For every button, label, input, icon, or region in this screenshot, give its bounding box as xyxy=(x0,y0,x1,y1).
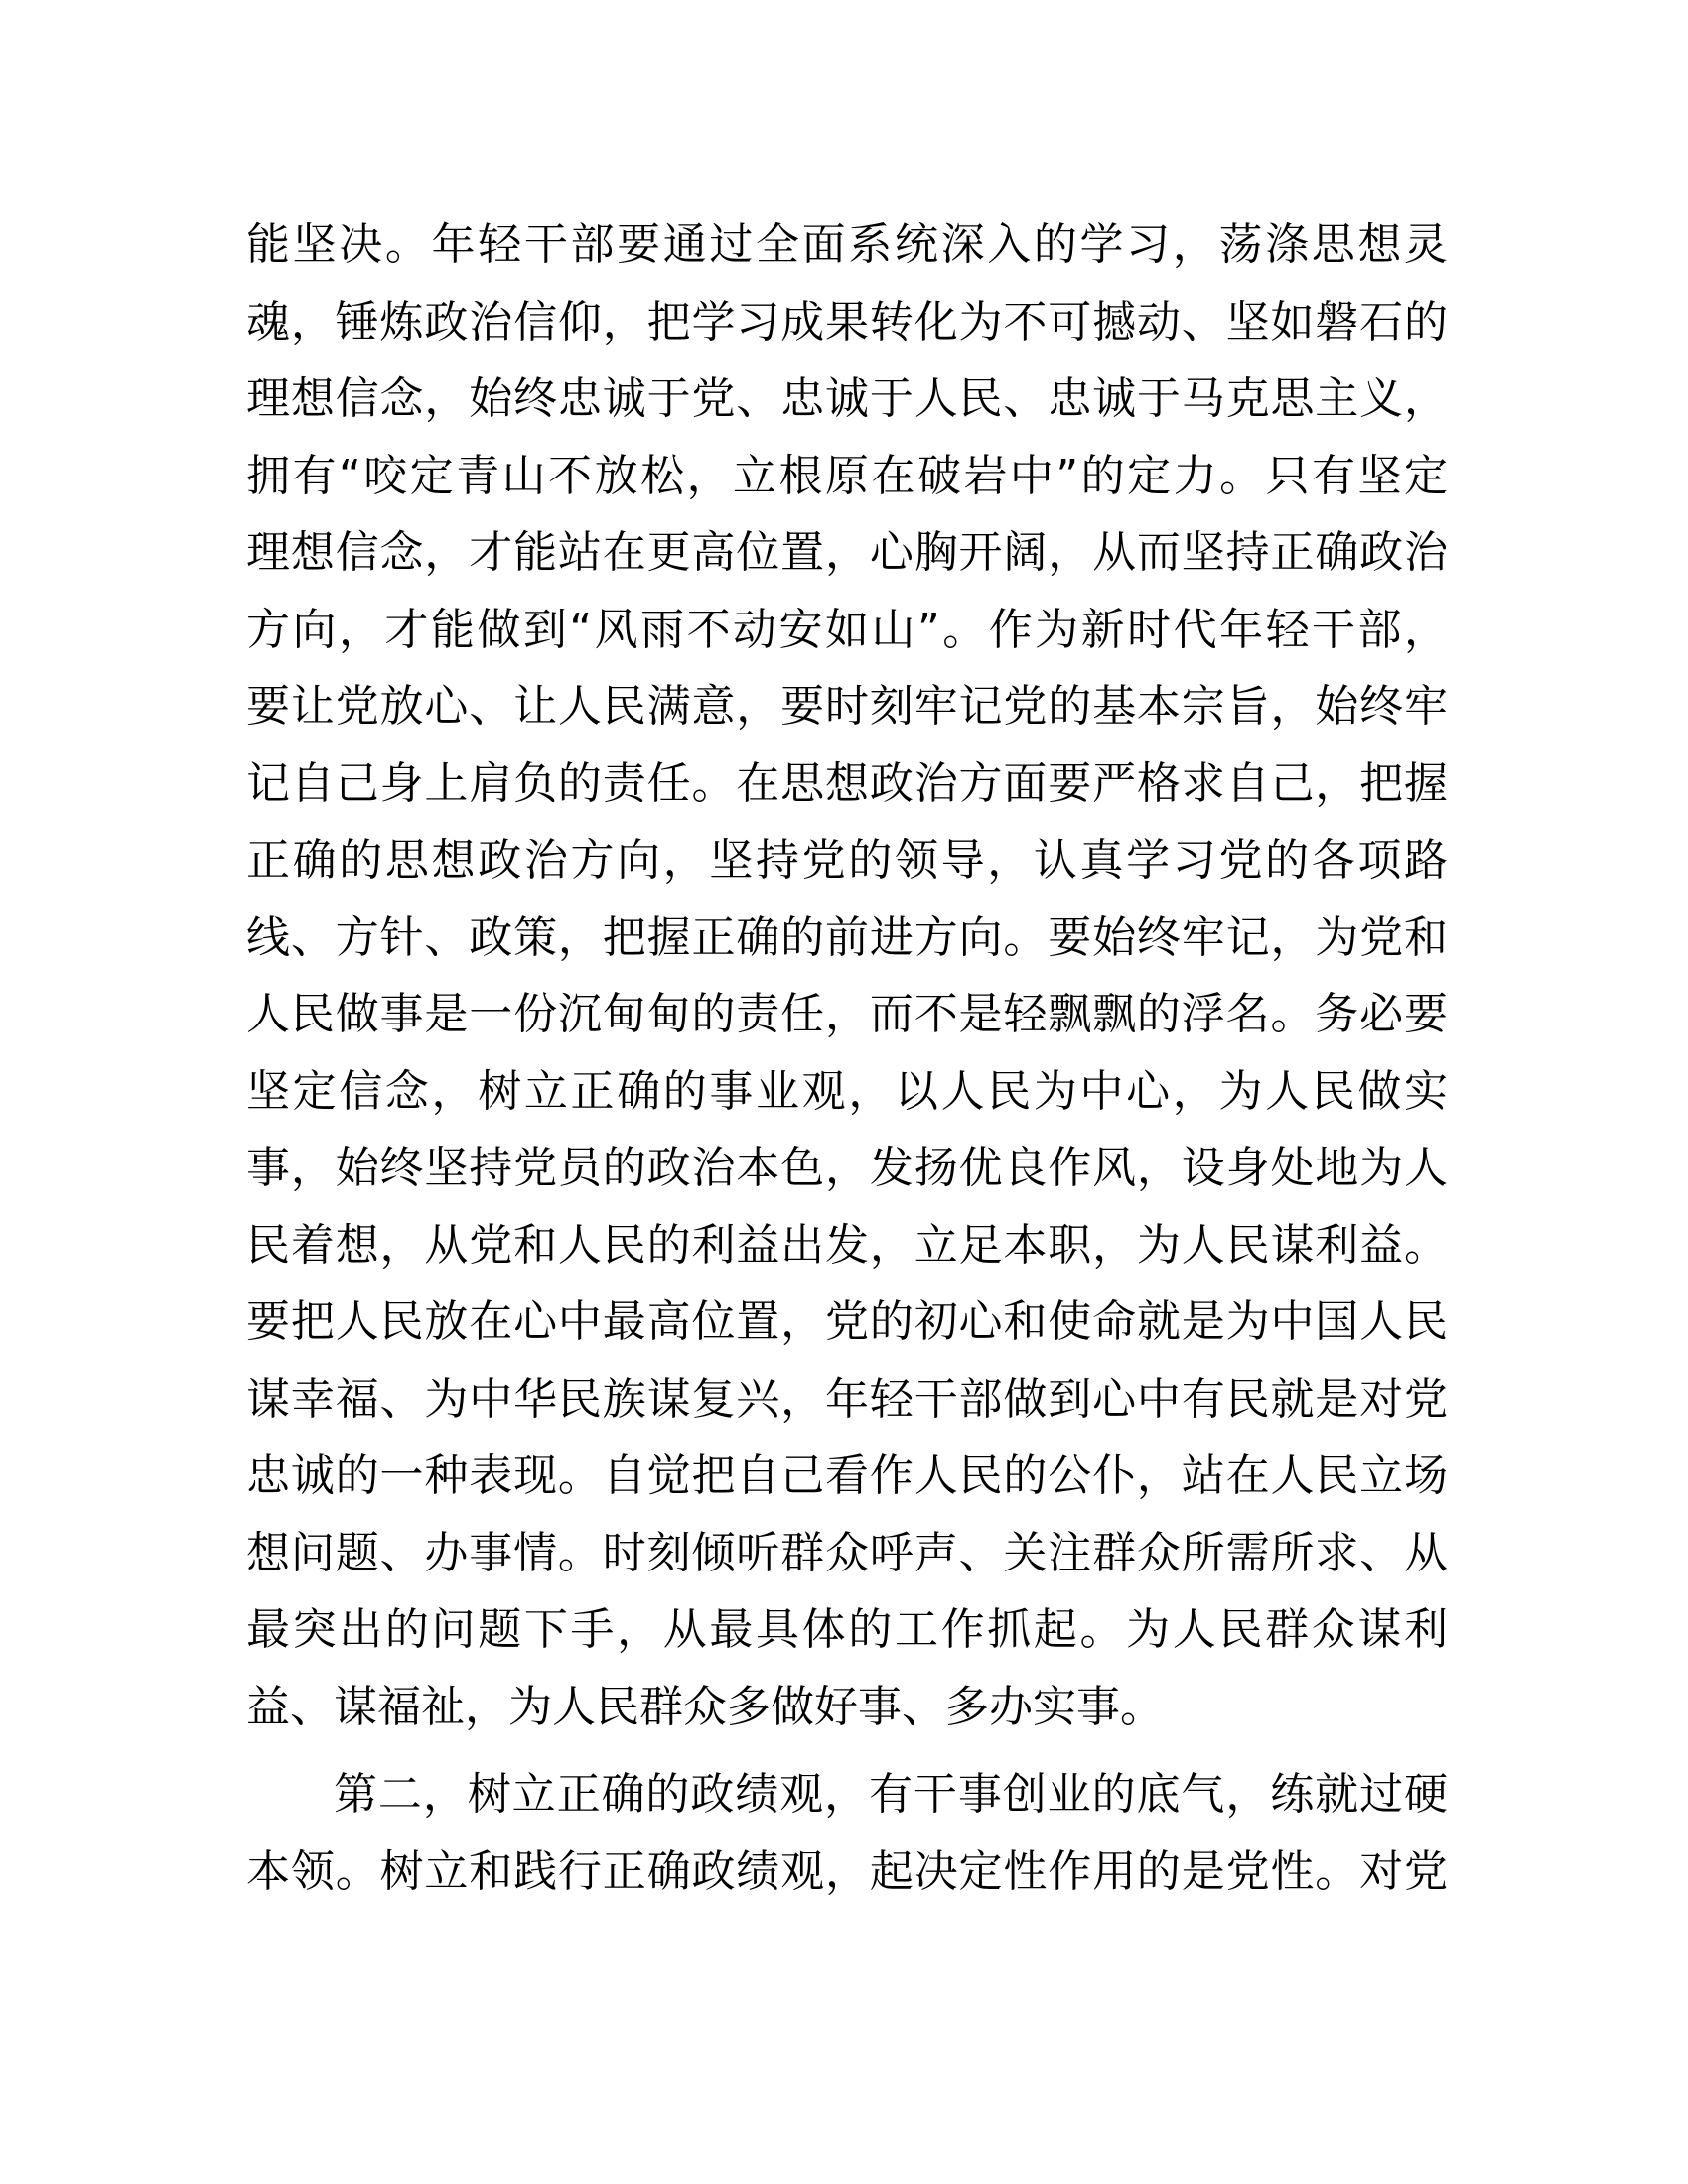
text-line: 民着想，从党和人民的利益出发，立足本职，为人民谋利益。 xyxy=(246,1219,1448,1271)
text-line: 益、谋福祉，为人民群众多做好事、多办实事。 xyxy=(246,1681,1164,1732)
text-line: 记自己身上肩负的责任。在思想政治方面要严格求自己，把握 xyxy=(246,757,1448,809)
paragraph-2 xyxy=(246,1756,1448,1910)
text-line: 要让党放心、让人民满意，要时刻牢记党的基本宗旨，始终牢 xyxy=(246,681,1448,732)
text-line: 人民做事是一份沉甸甸的责任，而不是轻飘飘的浮名。务必要 xyxy=(246,989,1448,1039)
text-line: 拥有“咬定青山不放松，立根原在破岩中”的定力。只有坚定 xyxy=(246,450,1448,501)
paragraph-spacer xyxy=(246,1745,1448,1756)
text-line: 理想信念，始终忠诚于党、忠诚于人民、忠诚于马克思主义， xyxy=(246,373,1448,424)
text-line: 理想信念，才能站在更高位置，心胸开阔，从而坚持正确政治 xyxy=(246,527,1448,578)
text-line: 方向，才能做到“风雨不动安如山”。作为新时代年轻干部， xyxy=(246,604,1448,655)
text-line: 本领。树立和践行正确政绩观，起决定性作用的是党性。对党 xyxy=(246,1845,1448,1897)
text-line: 最突出的问题下手，从最具体的工作抓起。为人民群众谋利 xyxy=(246,1604,1448,1655)
text-line: 正确的思想政治方向，坚持党的领导，认真学习党的各项路 xyxy=(246,835,1448,886)
body-text xyxy=(246,206,1448,1910)
text-line: 谋幸福、为中华民族谋复兴，年轻干部做到心中有民就是对党 xyxy=(246,1373,1448,1425)
text-line: 第二，树立正确的政绩观，有干事创业的底气，练就过硬 xyxy=(334,1769,1448,1820)
text-line: 忠诚的一种表现。自觉把自己看作人民的公仆，站在人民立场 xyxy=(246,1450,1448,1501)
text-line: 坚定信念，树立正确的事业观，以人民为中心，为人民做实 xyxy=(246,1065,1448,1117)
text-line: 想问题、办事情。时刻倾听群众呼声、关注群众所需所求、从 xyxy=(246,1527,1448,1578)
text-line: 要把人民放在心中最高位置，党的初心和使命就是为中国人民 xyxy=(246,1297,1448,1347)
text-line: 能坚决。年轻干部要通过全面系统深入的学习，荡涤思想灵 xyxy=(246,219,1448,270)
text-line: 事，始终坚持党员的政治本色，发扬优良作风，设身处地为人 xyxy=(246,1143,1448,1193)
text-line: 魂，锤炼政治信仰，把学习成果转化为不可撼动、坚如磐石的 xyxy=(246,296,1448,347)
text-line: 线、方针、政策，把握正确的前进方向。要始终牢记，为党和 xyxy=(246,911,1448,963)
paragraph-1 xyxy=(246,206,1448,1745)
